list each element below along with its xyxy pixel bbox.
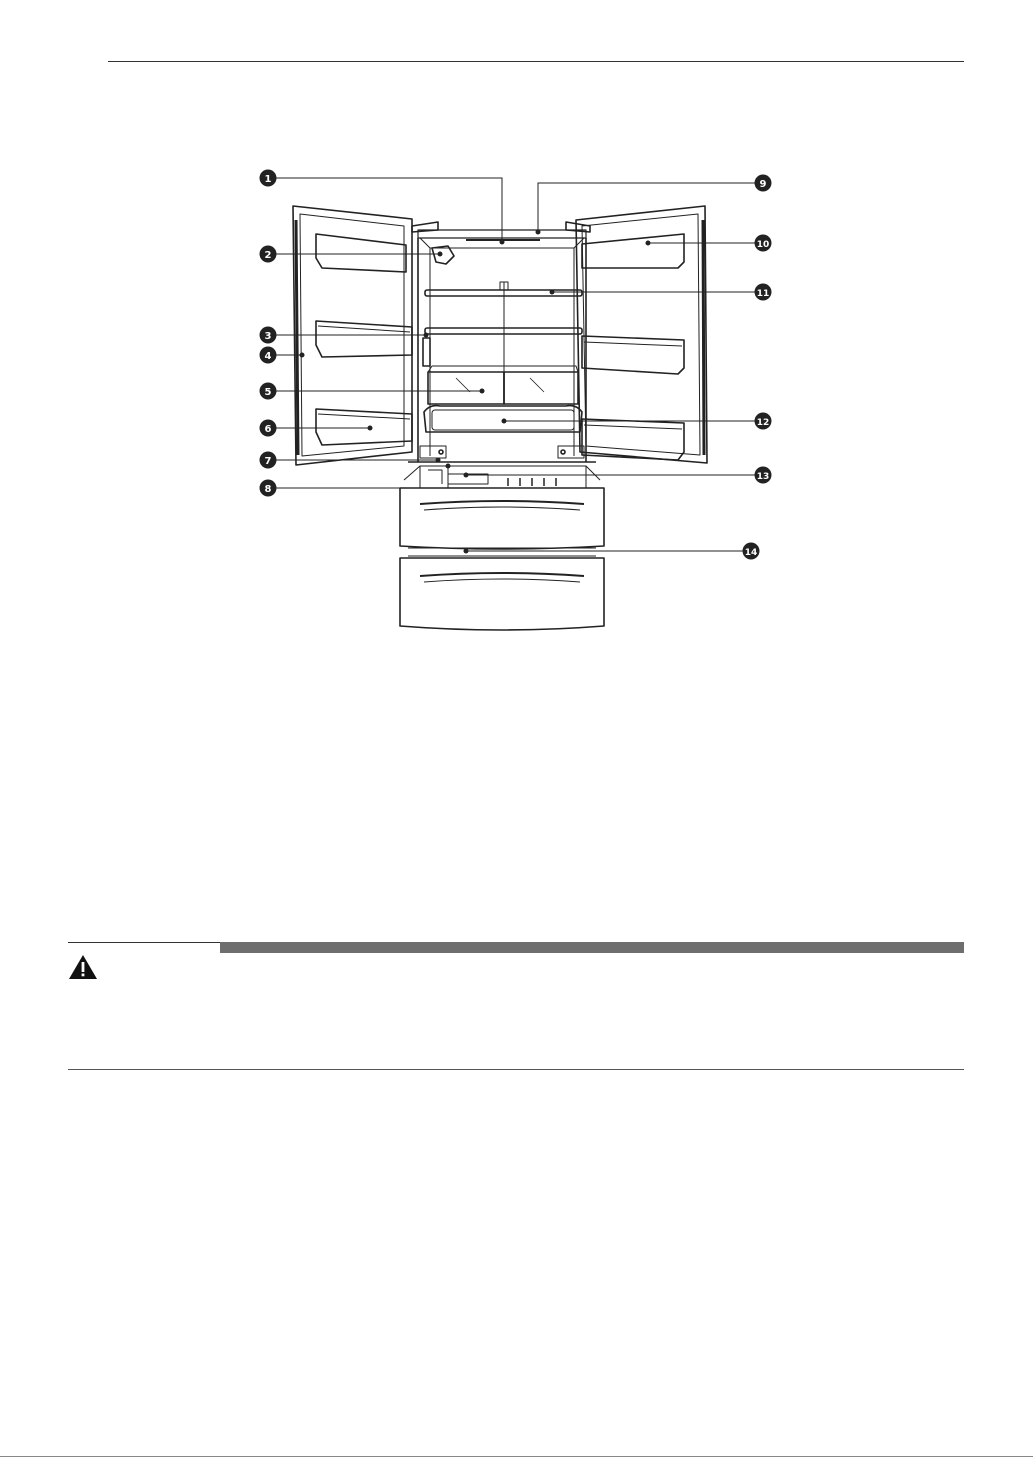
callout-label: 8 [264, 484, 272, 495]
callout-10 [755, 235, 772, 252]
callout-label: 4 [264, 351, 272, 362]
callout-label: 7 [264, 456, 272, 467]
callout-3 [260, 327, 277, 344]
callout-label: 11 [756, 289, 770, 299]
callout-5 [260, 383, 277, 400]
warning-triangle-icon [68, 954, 98, 980]
callout-8 [260, 480, 277, 497]
callout-13 [755, 467, 772, 484]
callout-14 [743, 543, 760, 560]
callout-label: 12 [756, 418, 770, 428]
right-door [576, 206, 707, 463]
callout-label: 6 [264, 424, 272, 435]
callout-4 [260, 347, 277, 364]
warning-bottom-rule [68, 1069, 964, 1070]
refrigerator-diagram [0, 0, 1033, 660]
callout-label: 9 [759, 179, 767, 190]
callout-label: 13 [756, 472, 770, 482]
callout-6 [260, 420, 277, 437]
warning-top-rule [68, 942, 220, 943]
callout-label: 3 [264, 331, 272, 342]
callout-label: 1 [264, 174, 272, 185]
warning-header-bar [220, 942, 964, 953]
callout-label: 2 [264, 250, 272, 261]
callout-9 [755, 175, 772, 192]
warning-box [68, 942, 964, 1070]
callout-2 [260, 246, 277, 263]
callout-12 [755, 413, 772, 430]
callout-label: 10 [756, 240, 770, 250]
footer-rule [0, 1456, 1033, 1457]
callout-1 [260, 170, 277, 187]
callout-label: 5 [264, 387, 272, 398]
callout-7 [260, 452, 277, 469]
callout-label: 14 [744, 548, 758, 558]
callout-11 [755, 284, 772, 301]
